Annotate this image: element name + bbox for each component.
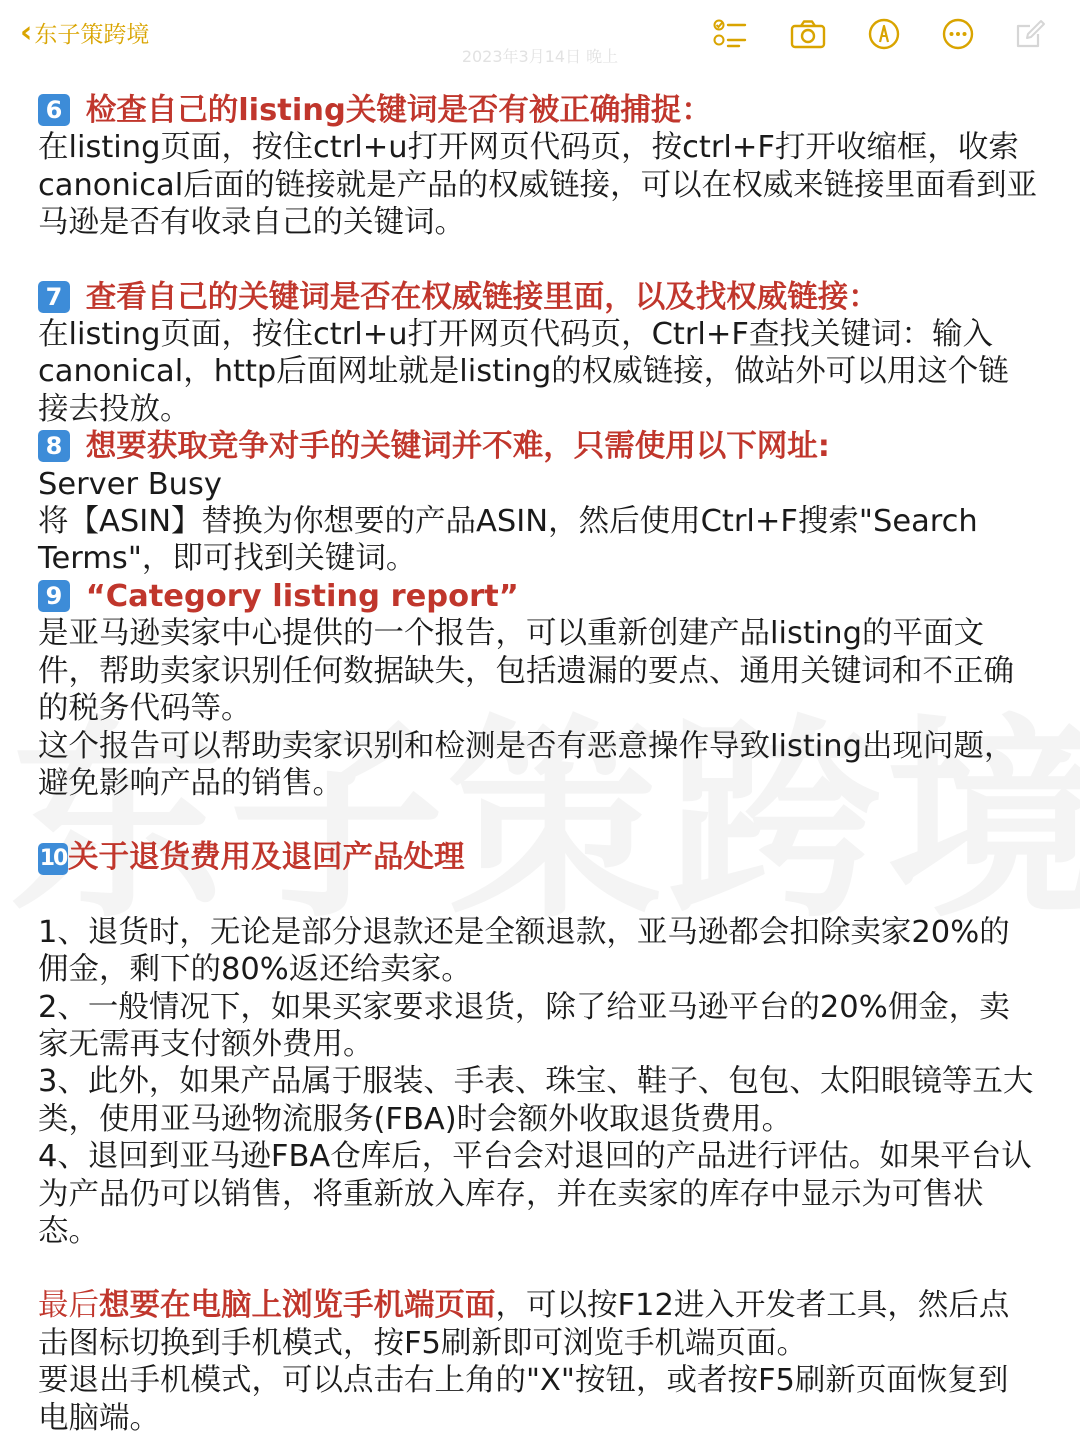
- section-title: 关于退货费用及退回产品处理: [68, 840, 465, 876]
- top-toolbar: [0, 0, 1080, 70]
- section-8-heading: [38, 428, 1038, 465]
- chevron-left-icon: ‹: [20, 14, 33, 50]
- section-number-badge: 7: [38, 281, 70, 313]
- spacer: [38, 802, 1038, 839]
- back-label: 东子策跨境: [34, 22, 150, 48]
- section-9-heading: [38, 578, 1038, 615]
- back-button[interactable]: [20, 16, 149, 49]
- section-number-badge: 6: [38, 94, 70, 126]
- note-content[interactable]: [38, 92, 1038, 1437]
- markup-button[interactable]: [866, 16, 902, 52]
- checklist-button[interactable]: [712, 16, 748, 52]
- section-number-badge: 10: [38, 843, 68, 875]
- checklist-icon: [713, 19, 747, 49]
- final-exit-tip: 要退出手机模式，可以点击右上角的"X"按钮，或者按F5刷新页面恢复到电脑端。: [38, 1363, 1009, 1436]
- list-item: 4、退回到亚马逊FBA仓库后，平台会对退回的产品进行评估。如果平台认为产品仍可以销售，将重新放入库存，并在卖家的库存中显示为可售状态。: [38, 1139, 1032, 1249]
- section-title: 查看自己的关键词是否在权威链接里面，以及找权威链接：: [85, 279, 879, 315]
- section-8-line: Server Busy: [38, 466, 222, 502]
- section-title: 检查自己的listing关键词是否有被正确捕捉：: [85, 93, 712, 128]
- list-item: 2、一般情况下，如果买家要求退货，除了给亚马逊平台的20%佣金，卖家无需再支付额外费用。: [38, 989, 1010, 1062]
- compose-icon: [1014, 18, 1046, 50]
- section-title: 想要获取竞争对手的关键词并不难，只需使用以下网址:: [85, 429, 830, 465]
- final-rest: ，可以按F12进入开发者工具，然后点击图标切换到手机模式，按F5刷新即可浏览手机端页面。: [38, 1288, 1010, 1361]
- final-tip: [38, 1287, 1038, 1362]
- note-date-hint: 2023年3月14日 晚上: [461, 47, 619, 66]
- more-button[interactable]: [940, 16, 976, 52]
- final-lead: 最后: [38, 1288, 99, 1324]
- section-6-heading: [38, 92, 1038, 129]
- more-icon: [942, 18, 974, 50]
- section-number-badge: 9: [38, 580, 70, 612]
- section-7-body: 在listing页面，按住ctrl+u打开网页代码页，Ctrl+F查找关键词：输入canonical，http后面网址就是listing的权威链接，做站外可以用这个链接去投放。: [38, 317, 1009, 427]
- camera-button[interactable]: [790, 16, 826, 52]
- section-9-body: 是亚马逊卖家中心提供的一个报告，可以重新创建产品listing的平面文件，帮助卖家识别任何数据缺失，包括遗漏的要点、通用关键词和不正确的税务代码等。: [38, 616, 1014, 727]
- final-highlight: 想要在电脑上浏览手机端页面: [99, 1288, 496, 1324]
- section-9-body-2: 这个报告可以帮助卖家识别和检测是否有恶意操作导致listing出现问题，避免影响产品的销售。: [38, 728, 1015, 801]
- section-number-badge: 8: [38, 430, 70, 462]
- section-10-heading: [38, 839, 1038, 876]
- compose-button[interactable]: [1012, 16, 1048, 52]
- camera-icon: [790, 19, 826, 49]
- list-item: 1、退货时，无论是部分退款还是全额退款，亚马逊都会扣除卖家20%的佣金，剩下的80%返还给卖家。: [38, 914, 1010, 988]
- section-7-heading: [38, 279, 1038, 316]
- markup-pen-icon: [868, 18, 900, 50]
- section-title: “Category listing report”: [85, 578, 519, 614]
- section-6-body: 在listing页面，按住ctrl+u打开网页代码页，按ctrl+F打开收缩框，收索canonical后面的链接就是产品的权威链接，可以在权威来链接里面看到亚马逊是否有收录自己的关键词。: [38, 130, 1038, 241]
- section-8-body: 将【ASIN】替换为你想要的产品ASIN，然后使用Ctrl+F搜索"Search Terms"，即可找到关键词。: [38, 504, 978, 577]
- list-item: 3、此外，如果产品属于服装、手表、珠宝、鞋子、包包、太阳眼镜等五大类，使用亚马逊物流服务(FBA)时会额外收取退货费用。: [38, 1064, 1034, 1137]
- spacer: [38, 1250, 1038, 1287]
- spacer: [38, 877, 1038, 914]
- spacer: [38, 242, 1038, 279]
